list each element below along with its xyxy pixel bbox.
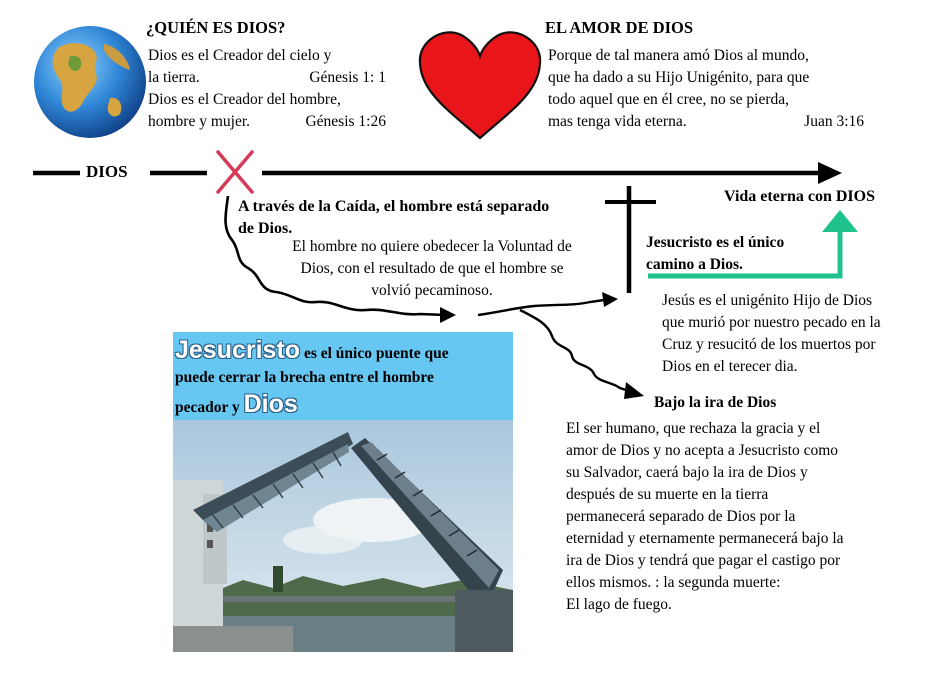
bridge-photo xyxy=(173,420,513,652)
banner-text: puede cerrar la brecha entre el hombre xyxy=(175,369,434,386)
amor-title: EL AMOR DE DIOS xyxy=(545,18,694,37)
jesus-camino-text: Jesucristo es el único camino a Dios. xyxy=(646,234,785,273)
globe-icon xyxy=(34,26,146,138)
timeline-arrowhead xyxy=(818,162,842,184)
amor-text xyxy=(548,45,864,133)
banner-text: pecador y xyxy=(175,399,240,416)
amor-line: que ha dado a su Hijo Unigénito, para que xyxy=(548,69,810,86)
fall-x-icon xyxy=(218,152,252,192)
quien-ref: Génesis 1:26 xyxy=(305,113,386,130)
fall-arrowhead xyxy=(440,307,456,323)
quien-line: hombre y mujer. xyxy=(148,113,251,130)
amor-line: todo aquel que en él cree, no se pierda, xyxy=(548,91,790,108)
path-to-cross-line xyxy=(478,300,604,315)
ira-text: El ser humano, que rechaza la gracia y el amor de Dios y no acepta a Jesucristo como su Salvador, caerá bajo la ira de Dios y después de su muerte en la tierra permanecerá separado de Dios por la eternidad y eternamente permanecerá bajo la ira de Dios y tendrá que pagar el castigo por ellos mismos. : la segunda muerte: El lago de fuego. xyxy=(566,420,844,613)
amor-line: Porque de tal manera amó Dios al mundo, xyxy=(548,47,809,64)
jesus-hijo-text: Jesús es el unigénito Hijo de Dios que murió por nuestro pecado en la Cruz y resucitó de los muertos por Dios en el terecer dia. xyxy=(662,292,881,375)
quien-ref: Génesis 1: 1 xyxy=(309,69,386,86)
quien-line: la tierra. xyxy=(148,69,200,86)
quien-line: Dios es el Creador del cielo y xyxy=(148,47,332,64)
quien-line: Dios es el Creador del hombre, xyxy=(148,91,341,108)
amor-ref: Juan 3:16 xyxy=(804,113,864,130)
banner-text: es el único puente que xyxy=(303,345,449,362)
path-to-wrath-arrowhead xyxy=(624,382,644,399)
quien-text xyxy=(148,45,386,133)
quien-title: ¿QUIÉN ES DIOS? xyxy=(146,18,286,37)
vida-eterna-label: Vida eterna con DIOS xyxy=(724,188,875,205)
dios-label: DIOS xyxy=(86,162,128,181)
heart-icon xyxy=(420,32,540,138)
amor-line: mas tenga vida eterna. xyxy=(548,113,687,130)
path-to-wrath-line xyxy=(520,310,632,392)
banner-jesucristo: Jesucristo xyxy=(175,336,301,364)
banner-dios: Dios xyxy=(243,390,298,418)
bridge-banner xyxy=(173,332,513,420)
caida-text: El hombre no quiere obedecer la Voluntad de Dios, con el resultado de que el hombre se volvió pecaminoso. xyxy=(292,238,572,299)
ira-title: Bajo la ira de Dios xyxy=(654,394,777,411)
caida-title: A través de la Caída, el hombre está separado de Dios. xyxy=(238,198,550,237)
